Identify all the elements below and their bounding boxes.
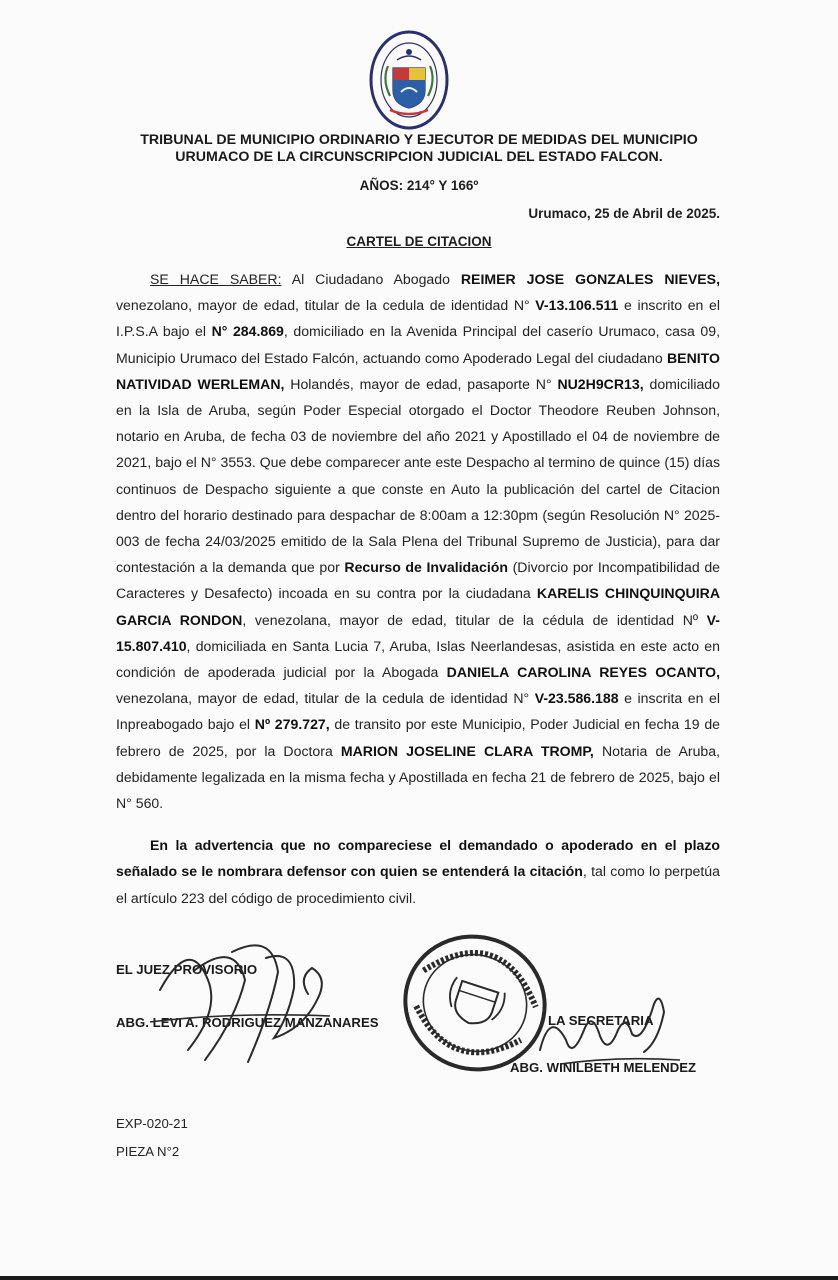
text-run: de transito por este Municipio, Poder Judicial en fecha 19 de febrero de 2025, por la Doctora bbox=[116, 716, 721, 759]
bottom-edge-line bbox=[0, 1276, 838, 1280]
text-run: domiciliado en la Isla de Aruba, según Poder Especial otorgado el Doctor Theodore Reuben Johnson, notario en Aruba, de fecha 03 de noviembre del año 2021 y Apostillado el 04 de noviembre de 2021, bajo el N° 3553. Que debe comparecer ante este Despacho al termino de quince (15) días continuos de Despacho siguiente a que conste en Auto la publicación del cartel de Citacion dentro del horario destinado para despachar de 8:00am a 12:30pm (según Resolución N° 2025-003 de fecha 24/03/2025 emitido de la Sala Plena del Tribunal Supremo de Justicia), para dar contestación a la demanda que por bbox=[116, 375, 720, 576]
court-stamp bbox=[396, 928, 554, 1078]
body-paragraph-2 bbox=[116, 832, 720, 911]
text-run: V-23.586.188 bbox=[534, 690, 619, 707]
text-run: NU2H9CR13, bbox=[557, 375, 644, 392]
text-run: Notaria de Aruba, debidamente legalizada en la misma fecha y Apostillada en fecha 21 de febrero de 2025, bajo el N° 560. bbox=[116, 742, 720, 812]
coat-of-arms-seal bbox=[368, 30, 450, 130]
document-date: Urumaco, 25 de Abril de 2025. bbox=[528, 206, 720, 221]
text-run: venezolana, mayor de edad, titular de la cedula de identidad N° bbox=[116, 690, 535, 707]
text-run: REIMER JOSE GONZALES NIEVES, bbox=[460, 271, 720, 287]
secretary-title: LA SECRETARIA bbox=[548, 1013, 654, 1028]
text-run: e inscrita en el Inpreabogado bajo el bbox=[116, 690, 720, 733]
text-run: , domiciliada en Santa Lucia 7, Aruba, Islas Neerlandesas, asistida en este acto en condición de apoderada judicial por la Abogada bbox=[116, 637, 720, 681]
text-run: V-15.807.410 bbox=[116, 611, 720, 654]
text-run: Al Ciudadano Abogado bbox=[281, 271, 461, 287]
document-title: CARTEL DE CITACION bbox=[346, 234, 492, 249]
court-name-line-2: URUMACO DE LA CIRCUNSCRIPCION JUDICIAL DEL ESTADO FALCON. bbox=[175, 149, 663, 165]
years-line: AÑOS: 214° Y 166º bbox=[359, 178, 479, 193]
text-run: , domiciliado en la Avenida Principal del caserío Urumaco, casa 09, Municipio Urumaco del Estado Falcón, actuando como Apoderado Legal del ciudadano bbox=[116, 323, 720, 366]
text-run: Recurso de Invalidación bbox=[344, 559, 508, 576]
secretary-name: ABG. WINILBETH MELENDEZ bbox=[510, 1060, 697, 1075]
text-run: venezolano, mayor de edad, titular de la cedula de identidad N° bbox=[116, 297, 536, 314]
text-run: KARELIS CHINQUINQUIRA GARCIA RONDON bbox=[116, 585, 720, 628]
text-run: BENITO NATIVIDAD WERLEMAN, bbox=[116, 349, 720, 392]
document-body bbox=[116, 266, 720, 911]
judge-title: EL JUEZ PROVISORIO bbox=[116, 962, 258, 977]
judge-signature bbox=[140, 930, 340, 1070]
text-run: V-13.106.511 bbox=[535, 297, 619, 314]
text-run: (Divorcio por Incompatibilidad de Caracteres y Desafecto) incoada en su contra por la ciudadana bbox=[116, 559, 720, 602]
expedient-number: EXP-020-21 bbox=[116, 1116, 188, 1131]
judge-name: ABG. LEVI A. RODRIGUEZ MANZANARES bbox=[116, 1015, 379, 1030]
pieza-number: PIEZA N°2 bbox=[116, 1144, 180, 1159]
text-run: Nº 279.727, bbox=[254, 716, 330, 733]
text-run: MARION JOSELINE CLARA TROMP, bbox=[340, 742, 594, 759]
text-run: , venezolana, mayor de edad, titular de la cédula de identidad Nº bbox=[242, 611, 707, 628]
text-run: N° 284.869 bbox=[211, 323, 284, 340]
text-run: En la advertencia que no compareciese el demandado o apoderado en el plazo señalado se le nombrara defensor con quien se entenderá la citación bbox=[116, 837, 720, 880]
court-name-line-1: TRIBUNAL DE MUNICIPIO ORDINARIO Y EJECUTOR DE MEDIDAS DEL MUNICIPIO bbox=[140, 132, 698, 148]
text-run: DANIELA CAROLINA REYES OCANTO, bbox=[446, 664, 720, 681]
body-paragraph-1 bbox=[116, 266, 720, 816]
text-run: Holandés, mayor de edad, pasaporte N° bbox=[284, 375, 558, 392]
text-run: e inscrito en el I.P.S.A bajo el bbox=[116, 297, 720, 340]
text-run: SE HACE SABER: bbox=[150, 271, 282, 287]
text-run: , tal como lo perpetúa el artículo 223 del código de procedimiento civil. bbox=[116, 863, 720, 906]
